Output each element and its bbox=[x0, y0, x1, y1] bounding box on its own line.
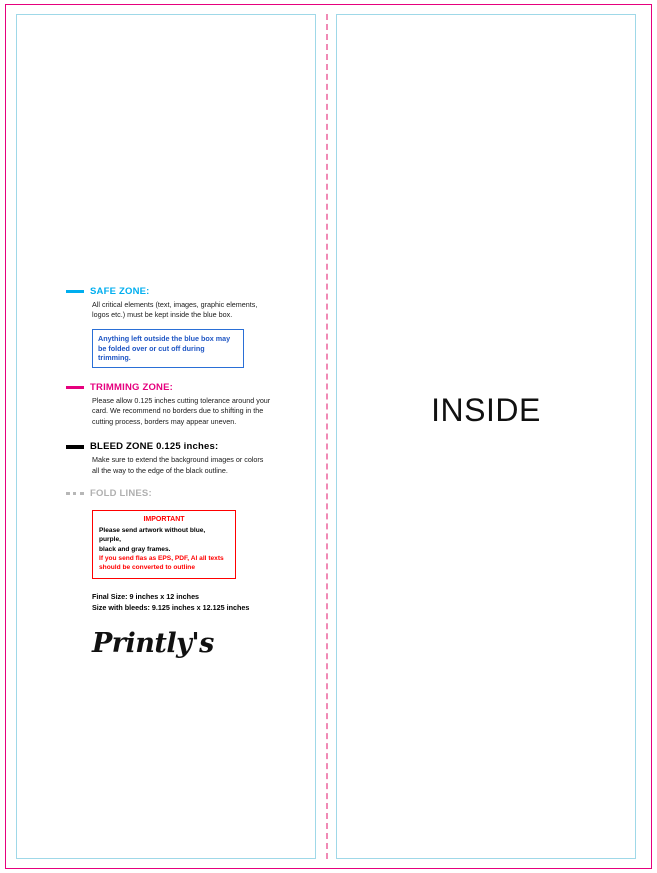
printlys-logo: Printly's bbox=[92, 627, 214, 659]
bleed-zone-swatch-icon bbox=[66, 445, 84, 449]
important-notice-line-4: should be converted to outline bbox=[99, 564, 195, 572]
size-specifications bbox=[92, 592, 292, 614]
legend-row-safe-zone bbox=[66, 286, 276, 297]
important-notice-heading: IMPORTANT bbox=[143, 516, 185, 524]
trimming-zone-label: TRIMMING ZONE: bbox=[90, 382, 174, 394]
bleed-zone-description: Make sure to extend the background images or colors all the way to the edge of the black outline. bbox=[92, 455, 264, 475]
legend bbox=[66, 286, 276, 659]
fold-lines-swatch-icon bbox=[66, 492, 84, 495]
safe-zone-swatch-icon bbox=[66, 290, 84, 293]
bleed-zone-label: BLEED ZONE 0.125 inches: bbox=[90, 441, 219, 453]
safe-zone-callout-box bbox=[92, 329, 244, 368]
trim-zone-outline-right-panel bbox=[336, 14, 636, 859]
trimming-zone-swatch-icon bbox=[66, 386, 84, 389]
safe-zone-callout-line-1: Anything left outside the blue box may bbox=[98, 333, 231, 343]
important-notice-box bbox=[92, 510, 236, 579]
bleed-size-text: Size with bleeds: 9.125 inches x 12.125 inches bbox=[92, 603, 250, 613]
safe-zone-description: All critical elements (text, images, graphic elements, logos etc.) must be kept inside the blue box. bbox=[92, 300, 258, 320]
important-notice-line-2: black and gray frames. bbox=[99, 545, 171, 553]
legend-row-trimming-zone bbox=[66, 382, 276, 393]
legend-row-fold-lines bbox=[66, 488, 276, 499]
safe-zone-label: SAFE ZONE: bbox=[90, 286, 150, 297]
important-notice-line-1: Please send artwork without blue, purple, bbox=[99, 527, 206, 544]
fold-lines-label: FOLD LINES: bbox=[90, 488, 152, 500]
trimming-zone-description: Please allow 0.125 inches cutting tolerance around your card. We recommend no borders due to shifting in the cutting process, borders may appear uneven. bbox=[92, 396, 271, 426]
final-size-text: Final Size: 9 inches x 12 inches bbox=[92, 592, 200, 602]
safe-zone-callout-line-2: be folded over or cut off during trimming. bbox=[98, 343, 205, 363]
inside-panel-label: INSIDE bbox=[431, 392, 541, 428]
important-notice-line-3: If you send flas as EPS, PDF, Al all texts bbox=[99, 554, 224, 562]
fold-line bbox=[326, 14, 328, 859]
legend-row-bleed-zone bbox=[66, 441, 276, 452]
